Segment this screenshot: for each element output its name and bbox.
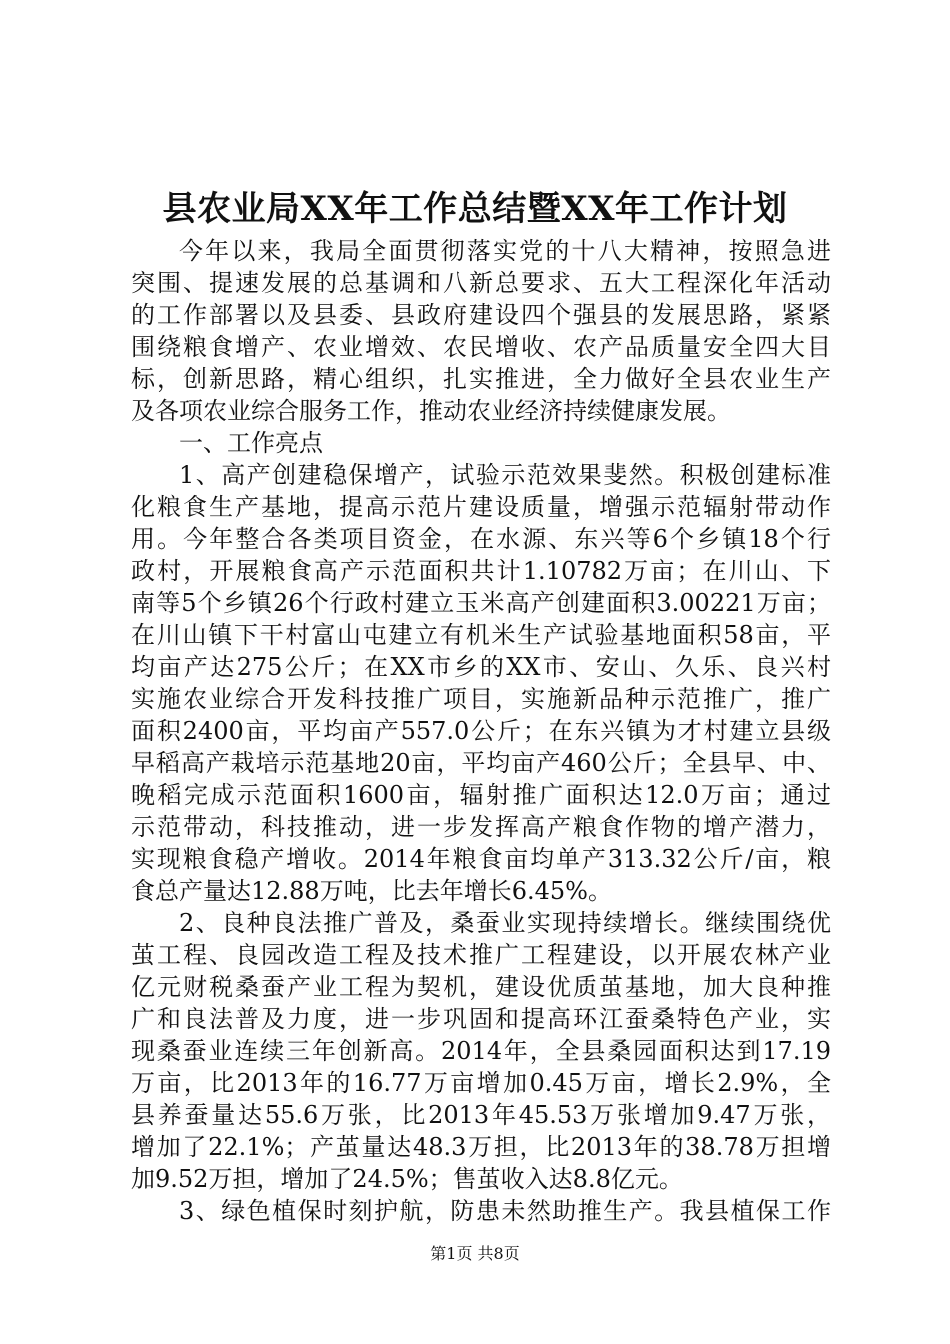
text-line: 亿元财税桑蚕产业工程为契机，建设优质茧基地，加大良种推: [131, 973, 831, 1001]
text-line: 加9.52万担，增加了24.5%；售茧收入达8.8亿元。: [131, 1165, 683, 1193]
text-line: 广和良法普及力度，进一步巩固和提高环江蚕桑特色产业，实: [131, 1005, 831, 1033]
text-line: 的工作部署以及县委、县政府建设四个强县的发展思路，紧紧: [131, 301, 831, 329]
text-line: 现桑蚕业连续三年创新高。2014年，全县桑园面积达到17.19: [131, 1037, 831, 1065]
text-line: 一、工作亮点: [179, 429, 323, 457]
text-line: 化粮食生产基地，提高示范片建设质量，增强示范辐射带动作: [131, 493, 831, 521]
text-line: 在川山镇下干村富山屯建立有机米生产试验基地面积58亩，平: [131, 621, 831, 649]
text-line: 用。今年整合各类项目资金，在水源、东兴等6个乡镇18个行: [131, 525, 831, 553]
text-line: 围绕粮食增产、农业增效、农民增收、农产品质量安全四大目: [131, 333, 831, 361]
text-line: 增加了22.1%；产茧量达48.3万担，比2013年的38.78万担增: [131, 1133, 831, 1161]
text-line: 1、高产创建稳保增产，试验示范效果斐然。积极创建标准: [179, 461, 831, 489]
text-line: 实现粮食稳产增收。2014年粮食亩均单产313.32公斤/亩，粮: [131, 845, 831, 873]
text-line: 政村，开展粮食高产示范面积共计1.10782万亩；在川山、下: [131, 557, 831, 585]
document-title: 县农业局XX年工作总结暨XX年工作计划: [162, 189, 788, 229]
text-line: 突围、提速发展的总基调和八新总要求、五大工程深化年活动: [131, 269, 831, 297]
text-line: 食总产量达12.88万吨，比去年增长6.45%。: [131, 877, 612, 905]
text-line: 均亩产达275公斤；在XX市乡的XX市、安山、久乐、良兴村: [131, 653, 831, 681]
text-line: 标，创新思路，精心组织，扎实推进，全力做好全县农业生产: [131, 365, 831, 393]
text-line: 3、绿色植保时刻护航，防患未然助推生产。我县植保工作: [179, 1197, 831, 1225]
text-line: 实施农业综合开发科技推广项目，实施新品种示范推广，推广: [131, 685, 831, 713]
text-line: 及各项农业综合服务工作，推动农业经济持续健康发展。: [131, 397, 731, 425]
text-line: 南等5个乡镇26个行政村建立玉米高产创建面积3.00221万亩；: [131, 589, 831, 617]
document-body: [131, 235, 831, 1227]
text-line: 茧工程、良园改造工程及技术推广工程建设，以开展农林产业: [131, 941, 831, 969]
text-line: 晚稻完成示范面积1600亩，辐射推广面积达12.0万亩；通过: [131, 781, 831, 809]
text-line: 万亩，比2013年的16.77万亩增加0.45万亩，增长2.9%，全: [131, 1069, 831, 1097]
page-footer: 第1页 共8页: [430, 1244, 520, 1263]
text-line: 早稻高产栽培示范基地20亩，平均亩产460公斤；全县早、中、: [131, 749, 831, 777]
text-line: 2、良种良法推广普及，桑蚕业实现持续增长。继续围绕优: [179, 909, 831, 937]
text-line: 县养蚕量达55.6万张，比2013年45.53万张增加9.47万张，: [131, 1101, 831, 1129]
text-line: 示范带动，科技推动，进一步发挥高产粮食作物的增产潜力，: [131, 813, 831, 841]
text-line: 面积2400亩，平均亩产557.0公斤；在东兴镇为才村建立县级: [131, 717, 831, 745]
text-line: 今年以来，我局全面贯彻落实党的十八大精神，按照急进: [179, 237, 831, 265]
